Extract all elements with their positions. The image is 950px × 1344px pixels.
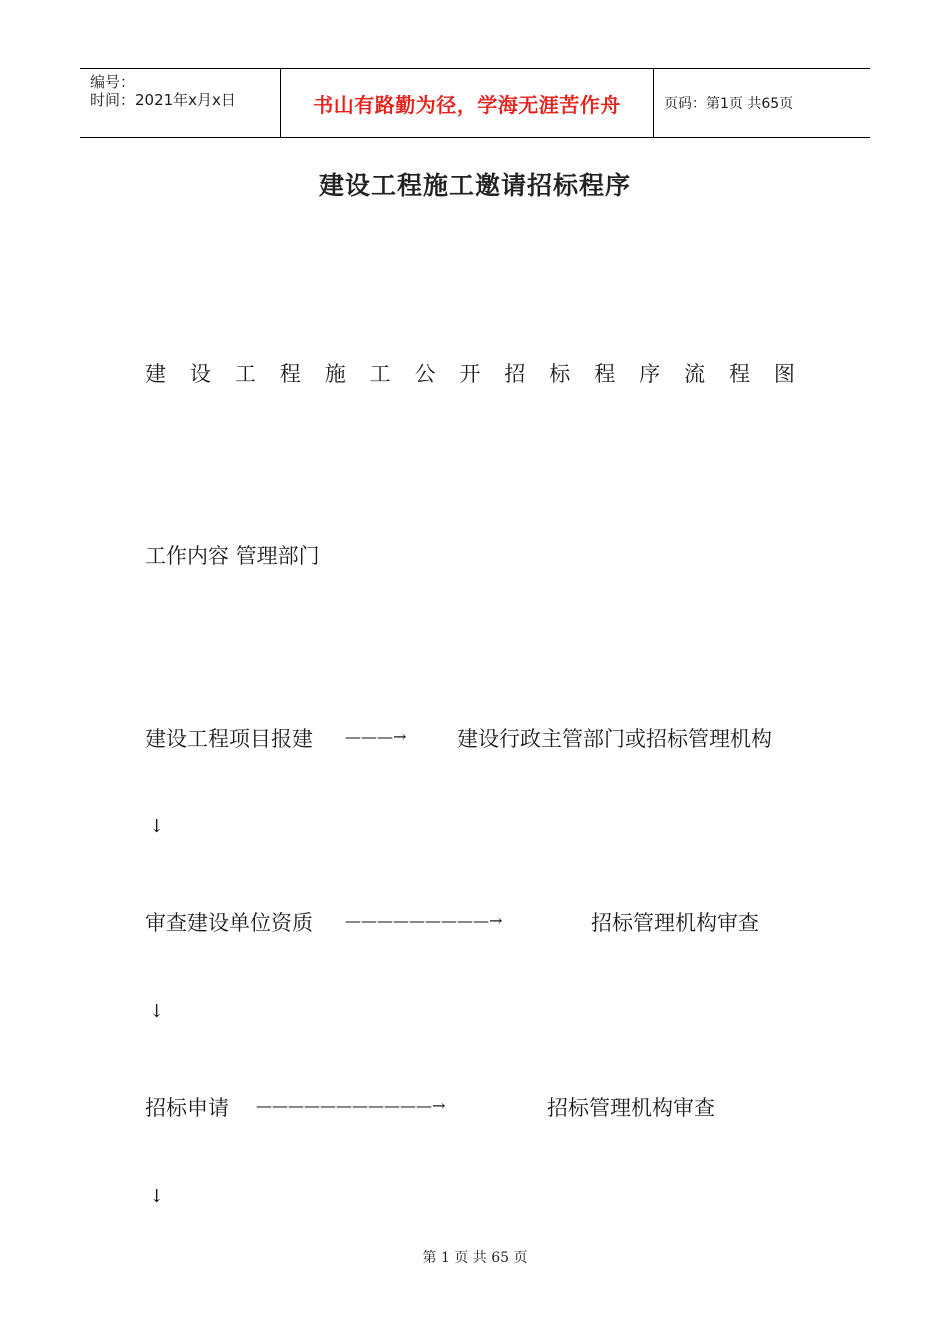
step-3-work: 招标申请 (145, 1096, 229, 1120)
down-arrow-3: ↓ (149, 1186, 165, 1207)
flow-title-char: 开 (459, 362, 481, 386)
flow-title-char: 施 (324, 362, 346, 386)
flow-title-char: 流 (684, 362, 706, 386)
step-3-connector: ———————————→ (256, 1096, 446, 1115)
step-1-work: 建设工程项目报建 (145, 727, 313, 751)
flow-title-char: 招 (504, 362, 526, 386)
step-1-department: 建设行政主管部门或招标管理机构 (457, 727, 772, 751)
header-motto-cell (281, 69, 654, 137)
down-arrow-2: ↓ (149, 1001, 165, 1022)
step-3-department: 招标管理机构审查 (547, 1096, 715, 1120)
flow-title-char: 设 (189, 362, 211, 386)
flow-title-char: 程 (279, 362, 301, 386)
flow-title-char: 图 (773, 362, 795, 386)
flow-title-char: 工 (369, 362, 391, 386)
flow-chart-title (145, 358, 795, 388)
step-2-department: 招标管理机构审查 (591, 911, 759, 935)
step-2-work: 审查建设单位资质 (145, 911, 313, 935)
column-headers: 工作内容 管理部门 (145, 544, 320, 568)
flow-title-char: 程 (594, 362, 616, 386)
down-arrow-1: ↓ (149, 816, 165, 837)
flow-title-char: 标 (549, 362, 571, 386)
flow-title-char: 序 (639, 362, 661, 386)
header-page-cell (654, 69, 870, 137)
page-header-table (80, 68, 870, 138)
flow-title-char: 程 (728, 362, 750, 386)
page-info: 页码：第1页 共65页 (664, 96, 794, 112)
time-label: 时间：2021年x月x日 (90, 91, 236, 109)
page-footer: 第 1 页 共 65 页 (422, 1250, 528, 1266)
document-title: 建设工程施工邀请招标程序 (318, 171, 631, 200)
flow-title-char: 公 (414, 362, 436, 386)
number-label: 编号： (90, 73, 136, 91)
flow-title-char: 工 (234, 362, 256, 386)
motto-text: 书山有路勤为径，学海无涯苦作舟 (313, 92, 621, 117)
header-meta-cell (80, 69, 281, 137)
step-1-connector: ———→ (345, 727, 407, 746)
flow-title-char: 建 (145, 362, 166, 386)
step-2-connector: —————————→ (345, 911, 503, 930)
